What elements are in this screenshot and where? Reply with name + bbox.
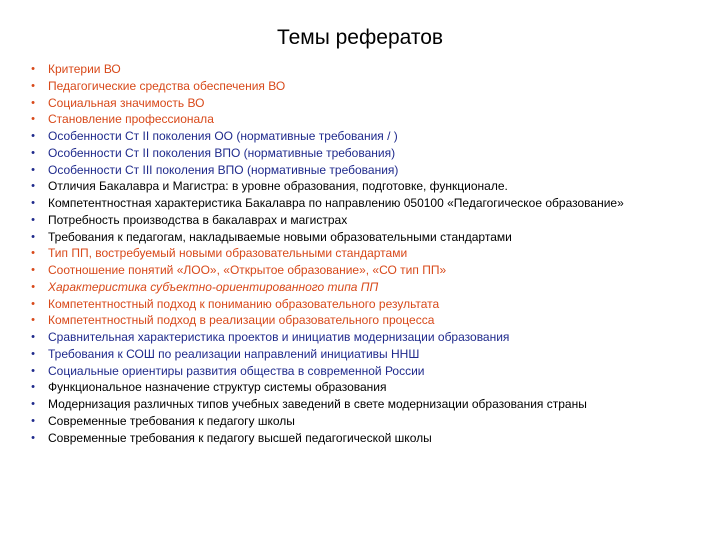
list-item bbox=[27, 430, 707, 447]
list-item-text: Компетентностный подход в реализации образовательного процесса bbox=[48, 313, 435, 328]
list-item bbox=[27, 212, 707, 229]
list-item bbox=[27, 379, 707, 396]
bullet-icon: • bbox=[31, 63, 35, 75]
list-item-text: Педагогические средства обеспечения ВО bbox=[48, 78, 286, 93]
bullet-icon: • bbox=[31, 146, 35, 159]
list-item bbox=[27, 363, 707, 380]
list-item-text: Соотношение понятий «ЛОО», «Открытое образование», «СО тип ПП» bbox=[48, 263, 447, 277]
bullet-icon: • bbox=[31, 180, 35, 193]
bullet-icon: • bbox=[31, 79, 35, 92]
topic-list bbox=[27, 61, 707, 446]
list-item bbox=[27, 229, 707, 246]
list-item bbox=[27, 162, 707, 179]
list-item-text: Сравнительная характеристика проектов и инициатив модернизации образования bbox=[48, 330, 510, 344]
list-item-text: Компетентностная характеристика Бакалавра по направлению 050100 «Педагогическое образование» bbox=[48, 196, 624, 210]
bullet-icon: • bbox=[31, 398, 35, 410]
bullet-icon: • bbox=[31, 314, 35, 327]
bullet-icon: • bbox=[31, 331, 35, 343]
list-item bbox=[27, 346, 707, 363]
list-item-text: Функциональное назначение структур системы образования bbox=[48, 380, 387, 395]
bullet-icon: • bbox=[31, 113, 35, 126]
list-item-text: Характеристика субъектно-ориентированного типа ПП bbox=[48, 279, 379, 294]
list-item-text: Социальная значимость ВО bbox=[48, 95, 205, 110]
list-item-text: Модернизация различных типов учебных заведений в свете модернизации образования страны bbox=[48, 397, 587, 411]
list-item bbox=[27, 111, 707, 128]
list-item bbox=[27, 262, 707, 279]
list-item-text: Критерии ВО bbox=[48, 62, 121, 76]
list-item-text: Социальные ориентиры развития общества в современной России bbox=[48, 363, 425, 378]
list-item-text: Становление профессионала bbox=[48, 112, 214, 127]
list-item bbox=[27, 128, 707, 145]
list-item-text: Потребность производства в бакалаврах и магистрах bbox=[48, 212, 348, 227]
list-item bbox=[27, 61, 707, 78]
bullet-icon: • bbox=[31, 96, 35, 109]
list-item bbox=[27, 178, 707, 195]
bullet-icon: • bbox=[31, 280, 35, 293]
list-item-text: Компетентностный подход к пониманию образовательного результата bbox=[48, 296, 440, 311]
bullet-icon: • bbox=[31, 163, 35, 176]
bullet-icon: • bbox=[31, 264, 35, 276]
bullet-icon: • bbox=[31, 247, 35, 260]
bullet-icon: • bbox=[31, 347, 35, 360]
list-item-text: Особенности Ст II поколения ОО (нормативные требования / ) bbox=[48, 129, 398, 143]
bullet-icon: • bbox=[31, 381, 35, 394]
bullet-icon: • bbox=[31, 431, 35, 444]
bullet-icon: • bbox=[31, 297, 35, 310]
bullet-icon: • bbox=[31, 213, 35, 226]
list-item bbox=[27, 145, 707, 162]
list-item-text: Современные требования к педагогу школы bbox=[48, 413, 295, 428]
list-item bbox=[27, 95, 707, 112]
list-item-text: Требования к СОШ по реализации направлений инициативы ННШ bbox=[48, 346, 420, 361]
bullet-icon: • bbox=[31, 230, 35, 243]
list-item-text: Требования к педагогам, накладываемые новыми образовательными стандартами bbox=[48, 229, 512, 244]
list-item-text: Тип ПП, востребуемый новыми образовательными стандартами bbox=[48, 246, 408, 261]
list-item bbox=[27, 413, 707, 430]
bullet-icon: • bbox=[31, 364, 35, 377]
list-item bbox=[27, 329, 707, 346]
list-item bbox=[27, 396, 707, 413]
bullet-icon: • bbox=[31, 130, 35, 142]
list-item bbox=[27, 245, 707, 262]
list-item-text: Особенности Ст II поколения ВПО (нормативные требования) bbox=[48, 145, 396, 160]
bullet-icon: • bbox=[31, 197, 35, 209]
list-item bbox=[27, 296, 707, 313]
list-item-text: Отличия Бакалавра и Магистра: в уровне образования, подготовке, функционале. bbox=[48, 179, 508, 194]
list-item bbox=[27, 195, 707, 212]
list-item bbox=[27, 78, 707, 95]
slide-title: Темы рефератов bbox=[276, 26, 444, 49]
bullet-icon: • bbox=[31, 414, 35, 427]
list-item bbox=[27, 312, 707, 329]
list-item-text: Современные требования к педагогу высшей педагогической школы bbox=[48, 430, 432, 445]
list-item-text: Особенности Ст III поколения ВПО (нормативные требования) bbox=[48, 162, 399, 177]
list-item bbox=[27, 279, 707, 296]
